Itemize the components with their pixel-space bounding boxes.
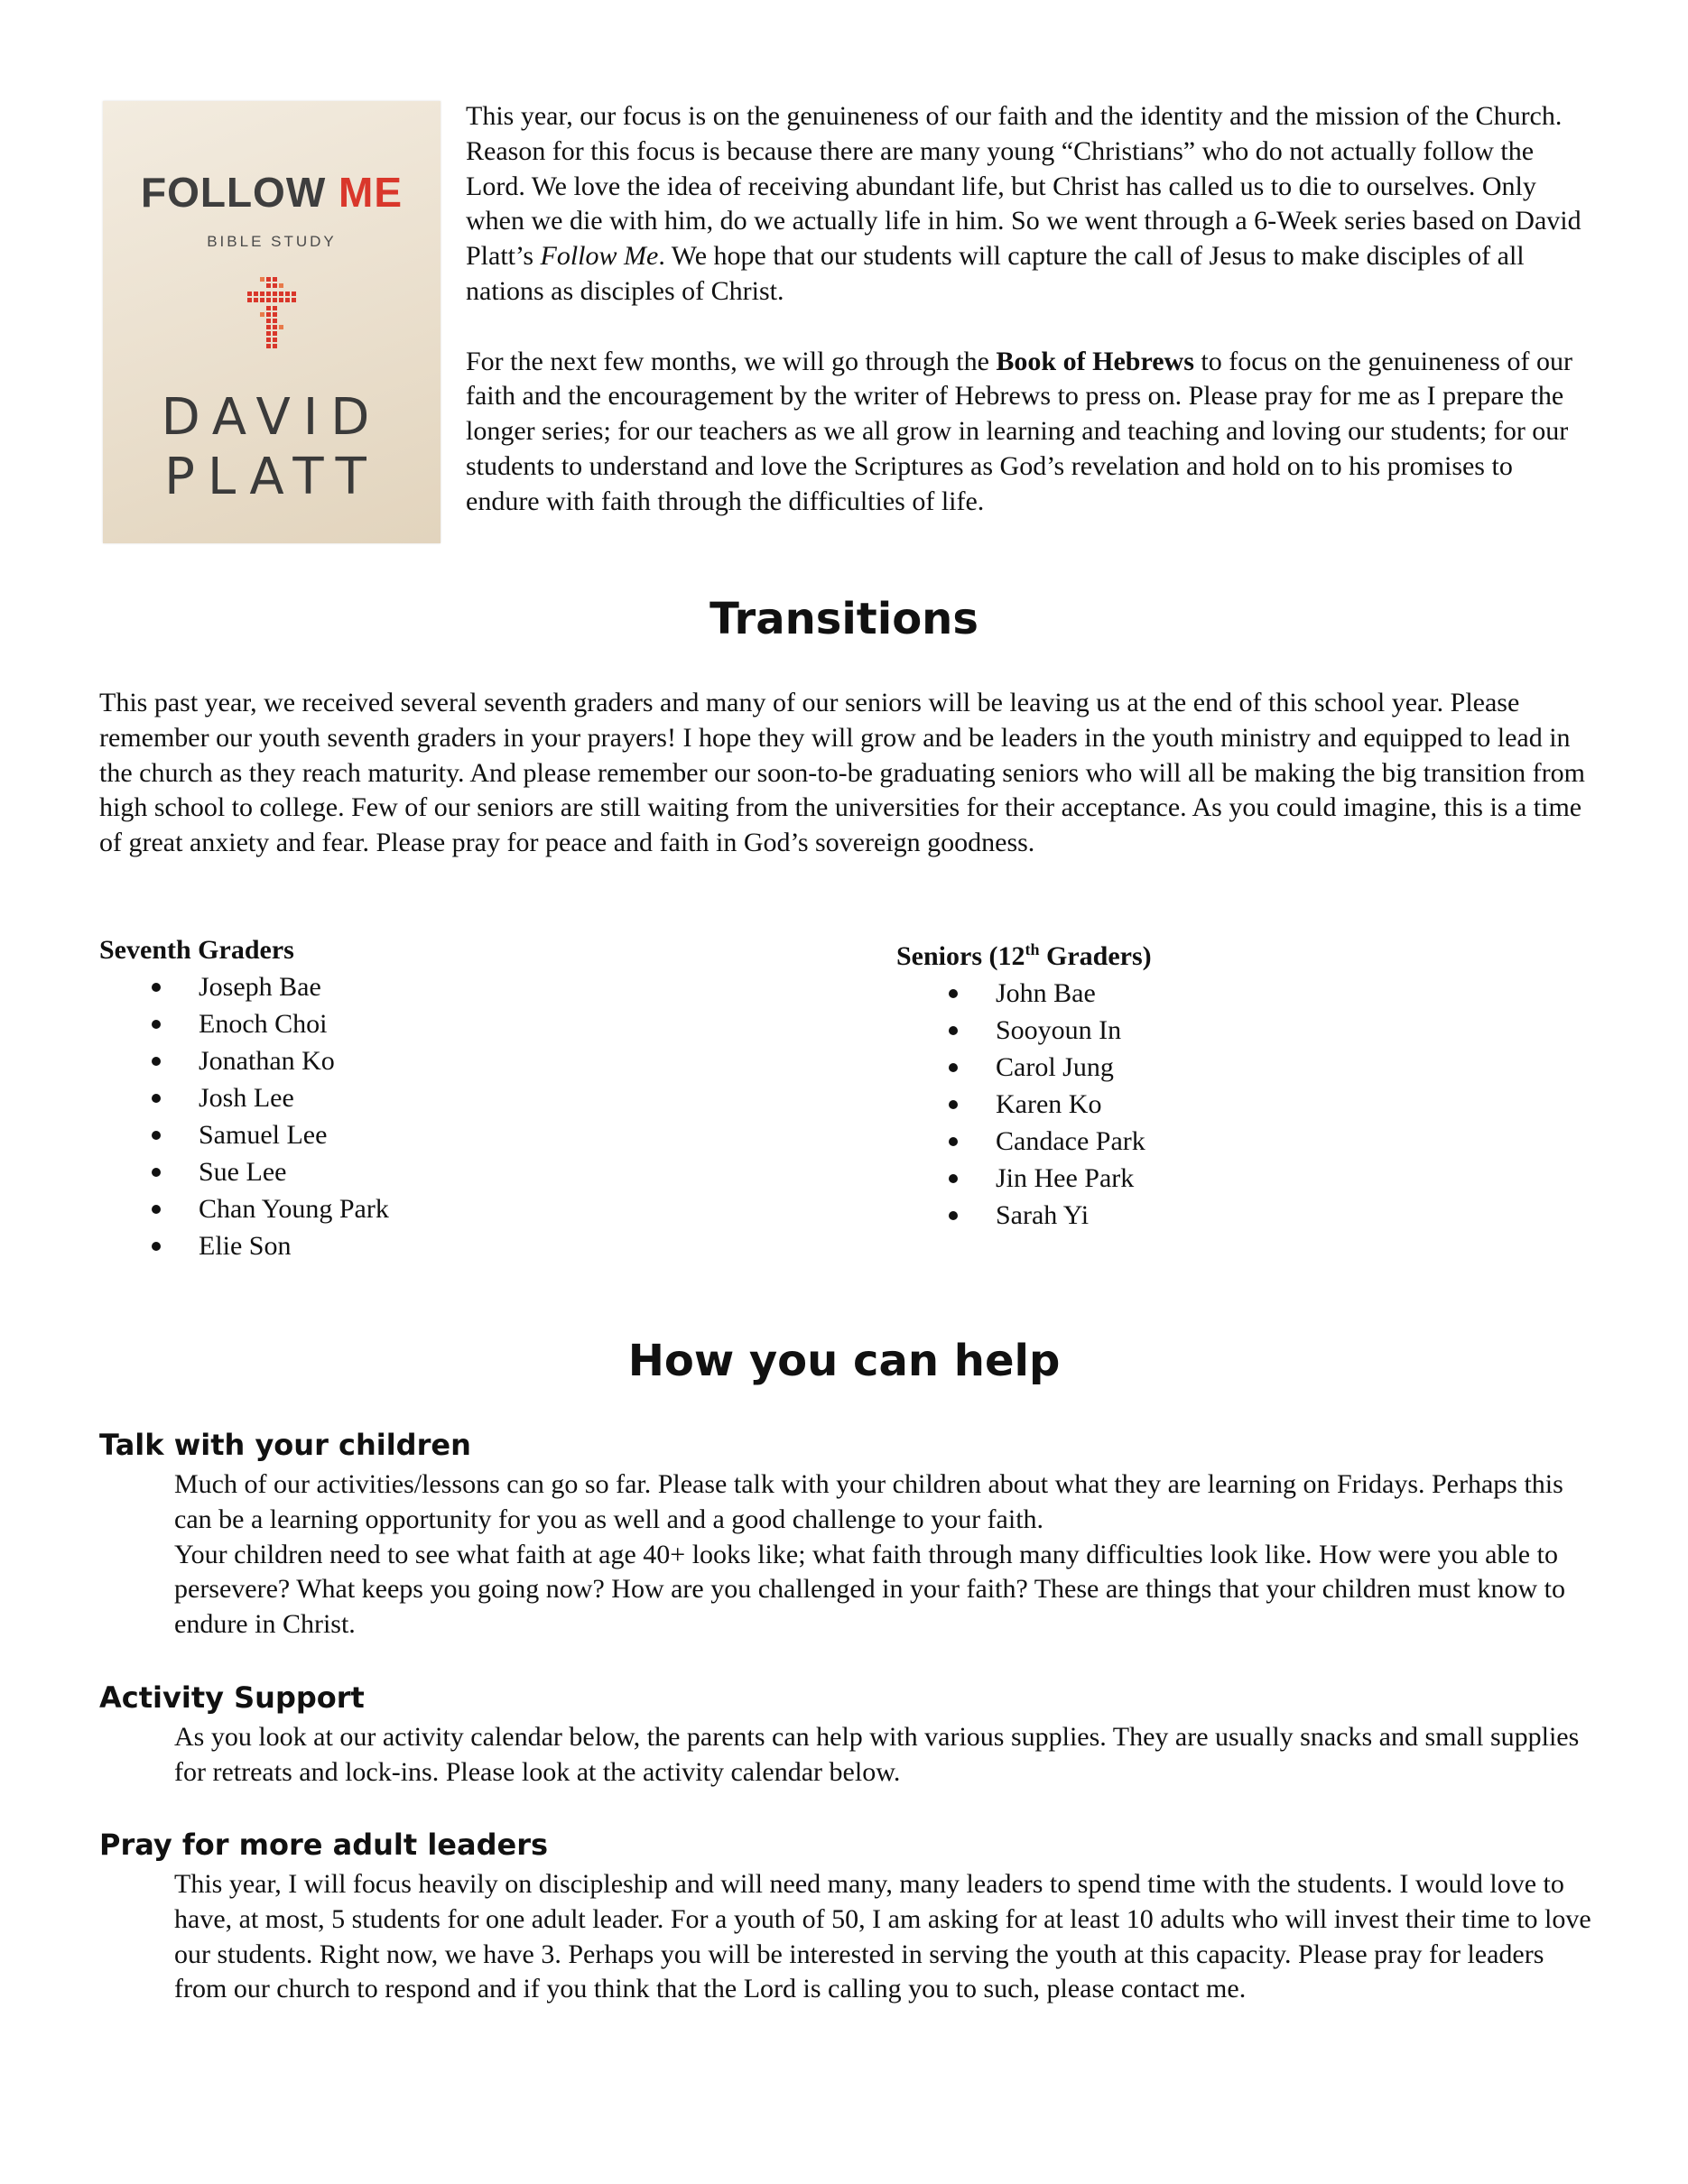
list-item: Sue Lee <box>99 1153 389 1190</box>
cross-icon <box>246 277 297 358</box>
cover-author-last: PLATT <box>164 448 379 506</box>
list-item: Candace Park <box>896 1123 1152 1160</box>
cover-title: FOLLOW ME <box>140 169 403 216</box>
list-item: John Bae <box>896 975 1152 1012</box>
talk-section <box>174 1467 1600 1643</box>
activity-paragraph: As you look at our activity calendar below, the parents can help with various supplies. They are usually snacks and small supplies for retreats and lock-ins. Please look at the activity calendar below. <box>174 1722 1580 1787</box>
list-item: Sooyoun In <box>896 1012 1152 1049</box>
leaders-section <box>174 1867 1600 2007</box>
list-item: Elie Son <box>99 1227 389 1264</box>
list-item: Carol Jung <box>896 1049 1152 1086</box>
talk-paragraph-1: Much of our activities/lessons can go so far. Please talk with your children about what they are learning on Fridays. Perhaps this can be a learning opportunity for you as well and a good challenge to your faith. <box>174 1469 1563 1534</box>
leaders-subheading: Pray for more adult leaders <box>99 1828 549 1862</box>
list-item: Jonathan Ko <box>99 1042 389 1079</box>
list-item: Samuel Lee <box>99 1116 389 1153</box>
list-item: Sarah Yi <box>896 1197 1152 1234</box>
help-heading: How you can help <box>627 1336 1061 1386</box>
list-item: Enoch Choi <box>99 1005 389 1042</box>
seniors-title: Seniors (12th Graders) <box>896 940 1152 971</box>
activity-subheading: Activity Support <box>99 1680 365 1715</box>
cover-subtitle: BIBLE STUDY <box>207 233 337 250</box>
activity-section <box>174 1720 1600 1791</box>
list-item: Jin Hee Park <box>896 1160 1152 1197</box>
transitions-heading: Transitions <box>710 594 978 644</box>
list-item: Josh Lee <box>99 1079 389 1116</box>
seniors-list <box>896 931 1152 1234</box>
intro-section <box>466 99 1590 554</box>
list-item: Karen Ko <box>896 1086 1152 1123</box>
leaders-paragraph: This year, I will focus heavily on discipleship and will need many, many leaders to spend time with the students. I would love to have, at most, 5 students for one adult leader. For a youth of 50, I am asking for at least 10 adults who will invest their time to love our students. Right now, we have 3. Perhaps you will be interested in serving the youth at this capacity. Please pray for leaders from our church to respond and if you think that the Lord is calling you to such, please contact me. <box>174 1869 1591 2004</box>
seventh-graders-list <box>99 931 389 1264</box>
list-item: Chan Young Park <box>99 1190 389 1227</box>
intro-paragraph-2: For the next few months, we will go through the Book of Hebrews to focus on the genuineness of our faith and the encouragement by the writer of Hebrews to press on. Please pray for me as I prepare the longer series; for our teachers as we all grow in learning and teaching and loving our students; for our students to understand and love the Scriptures as God’s revelation and hold on to his promises to endure with faith through the difficulties of life. <box>466 346 1572 516</box>
cover-author-first: DAVID <box>161 388 383 447</box>
book-cover-image <box>103 101 441 543</box>
seventh-graders-title: Seventh Graders <box>99 935 294 965</box>
talk-paragraph-2: Your children need to see what faith at age 40+ looks like; what faith through many difficulties look like. How were you able to persevere? What keeps you going now? How are you challenged in your faith? These are things that your children must know to endure in Christ. <box>174 1539 1565 1640</box>
intro-paragraph-1: This year, our focus is on the genuineness of our faith and the identity and the mission of the Church. Reason for this focus is because there are many young “Christians” who do not actually follow the Lord. We love the idea of receiving abundant life, but Christ has called us to die to ourselves. Only when we die with him, do we actually life in him. So we went through a 6-Week series based on David Platt’s Follow Me. We hope that our students will capture the call of Jesus to make disciples of all nations as disciples of Christ. <box>466 101 1581 306</box>
talk-subheading: Talk with your children <box>99 1428 471 1462</box>
transitions-paragraph: This past year, we received several seventh graders and many of our seniors will be leaving us at the end of this school year. Please remember our youth seventh graders in your prayers! I hope they will grow and be leaders in the youth ministry and equipped to lead in the church as they reach maturity. And please remember our soon-to-be graduating seniors who will all be making the big transition from high school to college. Few of our seniors are still waiting from the universities for their acceptance. As you could imagine, this is a time of great anxiety and fear. Please pray for peace and faith in God’s sovereign goodness. <box>99 688 1585 858</box>
list-item: Joseph Bae <box>99 968 389 1005</box>
